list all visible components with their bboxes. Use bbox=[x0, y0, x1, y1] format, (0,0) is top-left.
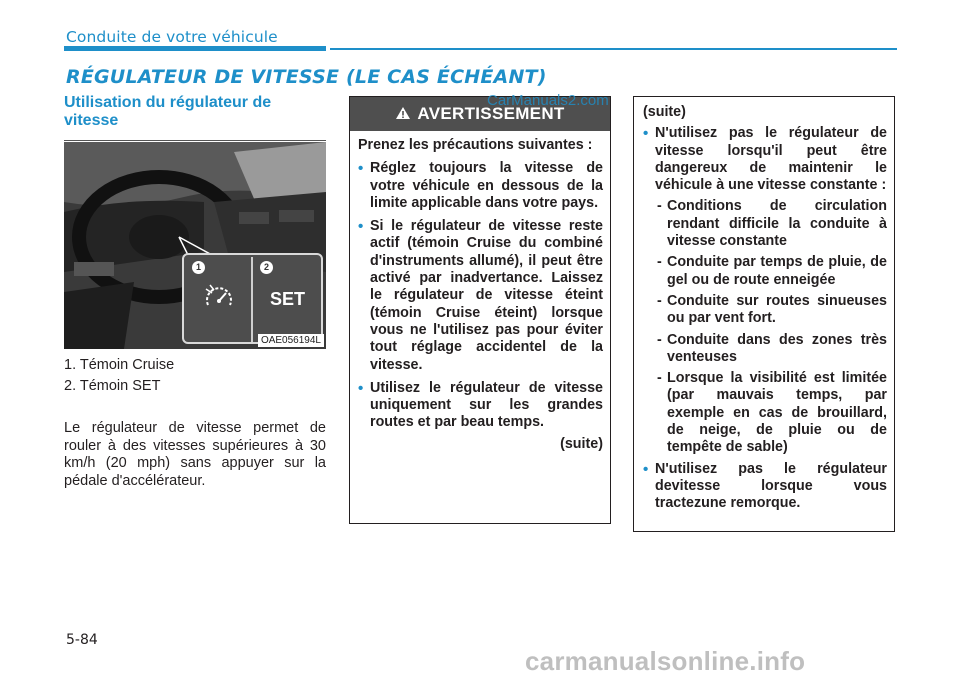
warning-body bbox=[358, 137, 603, 453]
continued-suite: (suite) bbox=[643, 104, 686, 120]
cruise-indicator-icon bbox=[202, 283, 236, 311]
warning-bullet-2: • Si le régulateur de vitesse reste actif (témoin Cruise du combiné d'instruments allumé), il peut être activé par inadvertance. Laissez le régulateur de vitesse éteint (témoin Cruise éteint) lorsque vous ne l'utilisez pas pour éviter tout réglage accidentel de la vitesse. bbox=[358, 218, 603, 374]
page-number: 5-84 bbox=[66, 632, 98, 648]
warning-suite: (suite) bbox=[560, 435, 603, 452]
figure-top-rule bbox=[64, 140, 326, 141]
subsection-title: Utilisation du régulateur de vitesse bbox=[64, 94, 272, 129]
continued-bullet-1: • N'utilisez pas le régulateur de vitesse lorsqu'il peut être dangereux de maintenir le véhicule à une vitesse constante : bbox=[643, 125, 887, 194]
caption-item-2: 2. Témoin SET bbox=[64, 378, 161, 394]
figure-code: OAE056194L bbox=[258, 334, 324, 347]
warning-bullet-1: • Réglez toujours la vitesse de votre véhicule en dessous de la limite applicable dans votre pays. bbox=[358, 160, 603, 212]
condition-item: - Conduite sur routes sinueuses ou par vent fort. bbox=[643, 293, 887, 328]
warning-heading: AVERTISSEMENT bbox=[417, 104, 565, 123]
section-header-label: Conduite de votre véhicule bbox=[66, 28, 278, 46]
warning-bullet-3: • Utilisez le régulateur de vitesse uniquement sur les grandes routes et par beau temps. bbox=[358, 380, 603, 432]
page-title: RÉGULATEUR DE VITESSE (LE CAS ÉCHÉANT) bbox=[66, 66, 547, 88]
dashboard-illustration bbox=[64, 142, 326, 349]
set-indicator: SET bbox=[270, 289, 306, 309]
caption-item-1: 1. Témoin Cruise bbox=[64, 357, 175, 373]
indicator-inset-panel bbox=[182, 253, 323, 344]
warning-triangle-icon bbox=[395, 106, 411, 120]
header-accent-bar bbox=[64, 46, 326, 51]
continued-body bbox=[643, 104, 887, 513]
condition-item: - Conditions de circulation rendant difficile la conduite à vitesse constante bbox=[643, 198, 887, 250]
header-rule bbox=[330, 48, 897, 50]
watermark-bottom[interactable]: carmanualsonline.info bbox=[525, 646, 806, 676]
inset-divider bbox=[251, 257, 253, 342]
condition-item: - Conduite par temps de pluie, de gel ou de route enneigée bbox=[643, 254, 887, 289]
watermark-top: CarManuals2.com bbox=[487, 92, 609, 109]
badge-2: 2 bbox=[260, 261, 273, 274]
conditions-list bbox=[643, 198, 887, 456]
continued-bullet-2: • N'utilisez pas le régulateur devitesse lorsque vous tractezune remorque. bbox=[643, 461, 887, 513]
continued-box bbox=[633, 96, 895, 532]
warning-box bbox=[349, 96, 611, 524]
condition-item: - Conduite dans des zones très venteuses bbox=[643, 332, 887, 367]
badge-1: 1 bbox=[192, 261, 205, 274]
warning-intro: Prenez les précautions suivantes : bbox=[358, 137, 593, 153]
condition-item: - Lorsque la visibilité est limitée (par mauvais temps, par exemple en cas de brouillard, de neige, de pluie ou de tempête de sable) bbox=[643, 370, 887, 456]
body-paragraph: Le régulateur de vitesse permet de rouler à des vitesses supérieures à 30 km/h (20 mph) sans appuyer sur la pédale d'accélérateur. bbox=[64, 420, 326, 489]
